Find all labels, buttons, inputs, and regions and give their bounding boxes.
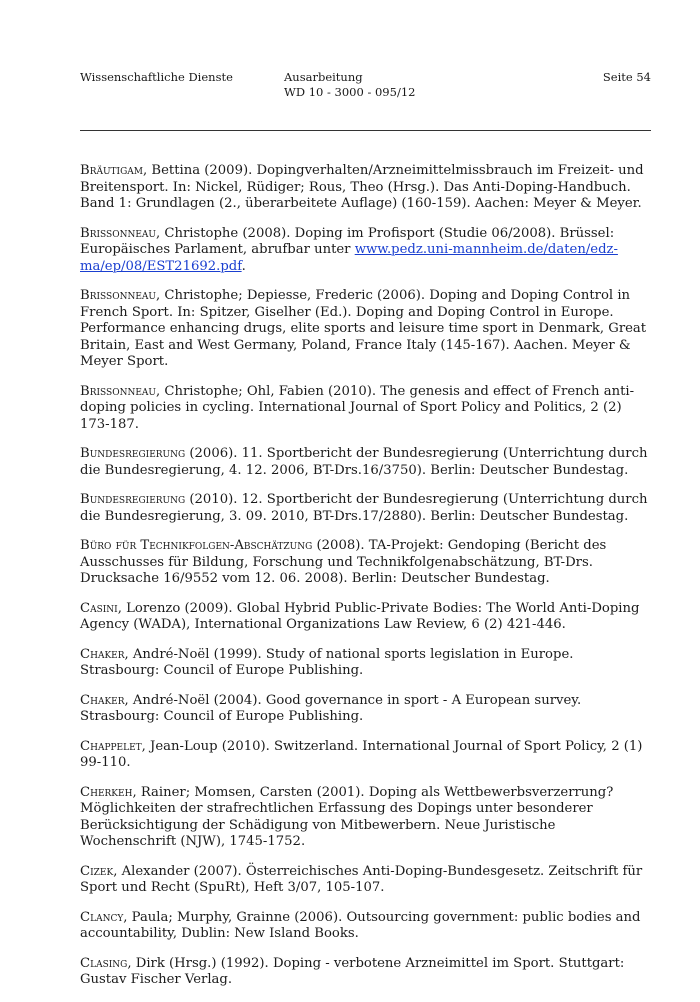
- reference-text: , Paula; Murphy, Grainne (2006). Outsourcing government: public bodies and accountability, Dublin: New Island Books.: [80, 909, 641, 941]
- reference-text: , Rainer; Momsen, Carsten (2001). Doping als Wettbewerbsverzerrung? Möglichkeiten der strafrechtlichen Erfassung des Dopings unter besonderer Berücksichtigung der Schädigung von Mitbewerbern. Neue Juristische Wochenschrift (NJW), 1745-1752.: [80, 784, 614, 849]
- reference-item: [80, 739, 651, 772]
- reference-author: Cizek: [80, 863, 114, 879]
- reference-item: [80, 601, 651, 634]
- reference-item: [80, 647, 651, 680]
- reference-item: [80, 956, 651, 989]
- reference-item: [80, 910, 651, 943]
- header-page-number: Seite 54: [602, 70, 651, 84]
- reference-author: Bräutigam: [80, 163, 144, 178]
- reference-author: Bundesregierung: [80, 446, 186, 461]
- reference-text: , Christophe; Depiesse, Frederic (2006). Doping and Doping Control in French Sport. In: Spitzer, Giselher (Ed.). Doping and Doping Control in Europe. Performance enhancing drugs, elite sports and leisure time sport in Denmark, Great Britain, East and West Germany, Poland, France Italy (145-167). Aachen. Meyer & Meyer Sport.: [80, 288, 647, 369]
- page-header: [80, 70, 651, 110]
- reference-item: [80, 864, 651, 897]
- reference-author: Chaker: [80, 692, 125, 708]
- reference-list: [80, 163, 651, 1002]
- reference-author: Büro für Technikfolgen-Abschätzung: [80, 538, 313, 553]
- reference-author: Brissonneau: [80, 383, 156, 399]
- header-institution: Wissenschaftliche Dienste: [80, 70, 233, 84]
- reference-text: , Christophe (2008). Doping im Profisport (Studie 06/2008). Brüssel: Europäisches Parlament, abrufbar unter: [80, 225, 615, 257]
- header-document-type: Ausarbeitung: [284, 70, 363, 84]
- reference-item: [80, 163, 651, 213]
- reference-text: , Lorenzo (2009). Global Hybrid Public-Private Bodies: The World Anti-Doping Agency (WADA), International Organizations Law Review, 6 (2) 421-446.: [80, 600, 640, 632]
- header-document-number: WD 10 - 3000 - 095/12: [284, 85, 416, 99]
- reference-author: Clasing: [80, 955, 128, 971]
- reference-text: (2010). 12. Sportbericht der Bundesregierung (Unterrichtung durch die Bundesregierung, 3. 09. 2010, BT-Drs.17/2880). Berlin: Deutscher Bundestag.: [80, 492, 648, 524]
- reference-text-end: .: [241, 258, 246, 274]
- reference-author: Cherkeh: [80, 784, 133, 800]
- reference-item: [80, 384, 651, 434]
- reference-item: [80, 226, 651, 276]
- reference-text: , Dirk (Hrsg.) (1992). Doping - verbotene Arzneimittel im Sport. Stuttgart: Gustav Fischer Verlag.: [80, 955, 625, 987]
- reference-author: Brissonneau: [80, 225, 156, 241]
- reference-item: [80, 288, 651, 371]
- reference-author: Casini: [80, 600, 118, 616]
- reference-item: [80, 492, 651, 525]
- reference-author: Bundesregierung: [80, 492, 186, 507]
- reference-author: Brissonneau: [80, 288, 156, 303]
- reference-item: [80, 693, 651, 726]
- reference-author: Chaker: [80, 646, 125, 662]
- reference-text: , Christophe; Ohl, Fabien (2010). The genesis and effect of French anti-doping policies in cycling. International Journal of Sport Policy and Politics, 2 (2) 173-187.: [80, 383, 635, 432]
- reference-text: , Bettina (2009). Dopingverhalten/Arzneimittelmissbrauch im Freizeit- und Breitensport. In: Nickel, Rüdiger; Rous, Theo (Hrsg.). Das Anti-Doping-Handbuch. Band 1: Grundlagen (2., überarbeitete Auflage) (160-159). Aachen: Meyer & Meyer.: [80, 163, 644, 211]
- reference-author: Chappelet: [80, 738, 142, 754]
- reference-item: [80, 538, 651, 588]
- reference-text: (2008). TA-Projekt: Gendoping (Bericht des Ausschusses für Bildung, Forschung und Technikfolgenabschätzung, BT-Drs. Drucksache 16/9552 vom 12. 06. 2008). Berlin: Deutscher Bundestag.: [80, 538, 607, 586]
- reference-text: , André-Noël (1999). Study of national sports legislation in Europe. Strasbourg: Council of Europe Publishing.: [80, 646, 574, 678]
- reference-item: [80, 446, 651, 479]
- reference-author: Clancy: [80, 909, 124, 925]
- header-divider: [80, 130, 651, 131]
- reference-text: , Alexander (2007). Österreichisches Anti-Doping-Bundesgesetz. Zeitschrift für Sport und Recht (SpuRt), Heft 3/07, 105-107.: [80, 863, 643, 895]
- reference-text: , Jean-Loup (2010). Switzerland. International Journal of Sport Policy, 2 (1) 99-110.: [80, 738, 643, 770]
- reference-link[interactable]: www.pedz.uni-mannheim.de/daten/edz-ma/ep/08/EST21692.pdf: [80, 242, 618, 274]
- reference-text: , André-Noël (2004). Good governance in sport - A European survey. Strasbourg: Council of Europe Publishing.: [80, 692, 582, 724]
- reference-text: (2006). 11. Sportbericht der Bundesregierung (Unterrichtung durch die Bundesregierung, 4. 12. 2006, BT-Drs.16/3750). Berlin: Deutscher Bundestag.: [80, 446, 648, 478]
- header-document-info: [284, 70, 415, 100]
- reference-item: [80, 785, 651, 851]
